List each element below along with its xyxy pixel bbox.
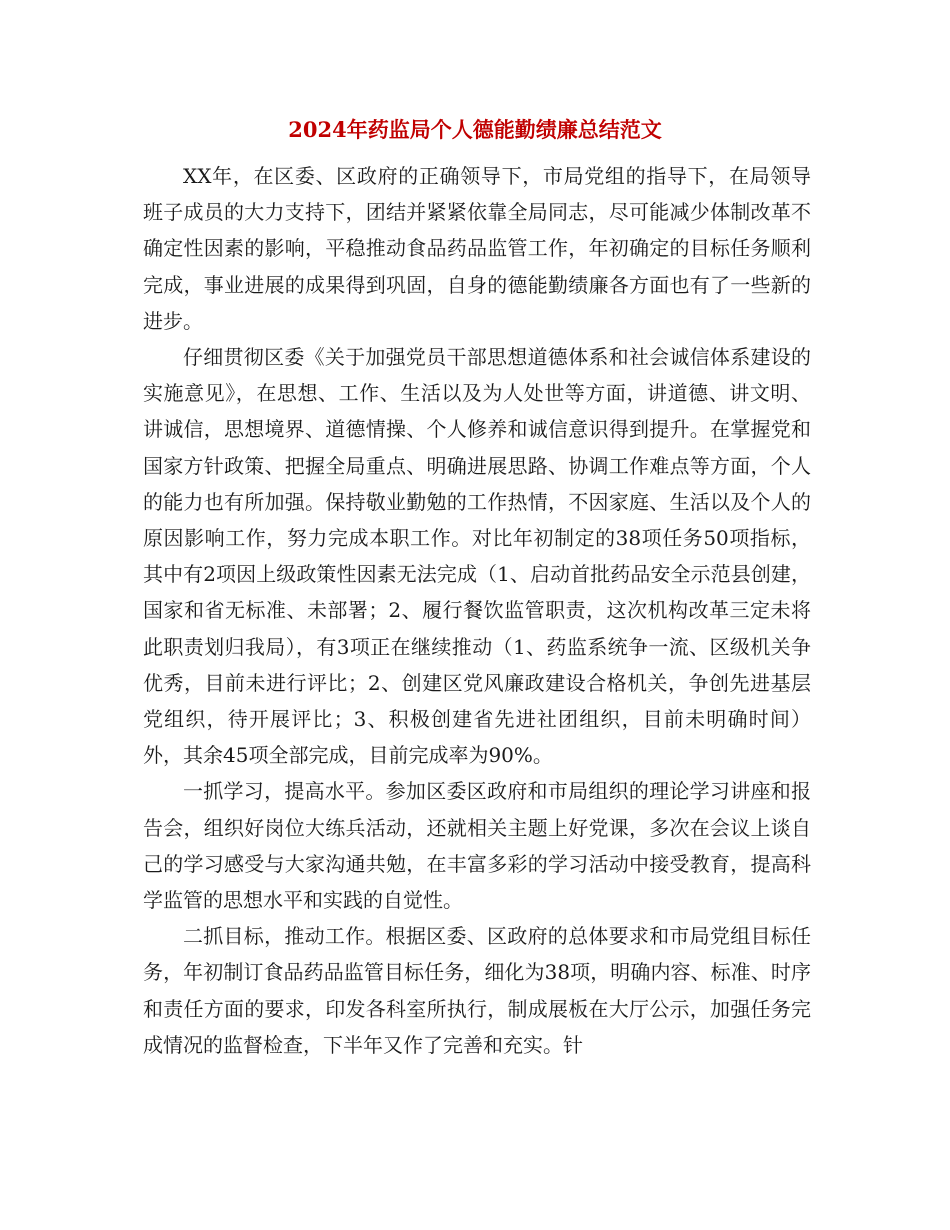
paragraph-study: 一抓学习，提高水平。参加区委区政府和市局组织的理论学习讲座和报告会，组织好岗位大练兵活动，还就相关主题上好党课，多次在会议上谈自己的学习感受与大家沟通共勉，在丰富多彩的学习活动中接受教育，提高科学监管的思想水平和实践的自觉性。 xyxy=(143,779,811,913)
document-title: 2024年药监局个人德能勤绩廉总结范文 xyxy=(288,117,662,142)
paragraph-ethics-and-tasks: 仔细贯彻区委《关于加强党员干部思想道德体系和社会诚信体系建设的实施意见》，在思想、工作、生活以及为人处世等方面，讲道德、讲文明、讲诚信，思想境界、道德情操、个人修养和诚信意识得到提升。在掌握党和国家方针政策、把握全局重点、明确进展思路、协调工作难点等方面，个人的能力也有所加强。保持敬业勤勉的工作热情，不因家庭、生活以及个人的原因影响工作，努力完成本职工作。对比年初制定的38项任务50项指标，其中有2项因上级政策性因素无法完成（1、启动首批药品安全示范县创建，国家和省无标准、未部署；2、履行餐饮监管职责，这次机构改革三定未将此职责划归我局），有3项正在继续推动（1、药监系统争一流、区级机关争优秀，目前未进行评比；2、创建区党风廉政建设合格机关，争创先进基层党组织，待开展评比；3、积极创建省先进社团组织，目前未明确时间）外，其余45项全部完成，目前完成率为90%。 xyxy=(143,345,811,768)
paragraph-intro: XX年，在区委、区政府的正确领导下，市局党组的指导下，在局领导班子成员的大力支持下，团结并紧紧依靠全局同志，尽可能减少体制改革不确定性因素的影响，平稳推动食品药品监管工作，年初确定的目标任务顺利完成，事业进展的成果得到巩固，自身的德能勤绩廉各方面也有了一些新的进步。 xyxy=(143,164,811,333)
document-body xyxy=(143,158,811,1063)
paragraph-goals: 二抓目标，推动工作。根据区委、区政府的总体要求和市局党组目标任务，年初制订食品药品监管目标任务，细化为38项，明确内容、标准、时序和责任方面的要求，印发各科室所执行，制成展板在大厅公示，加强任务完成情况的监督检查，下半年又作了完善和充实。针 xyxy=(143,924,811,1057)
